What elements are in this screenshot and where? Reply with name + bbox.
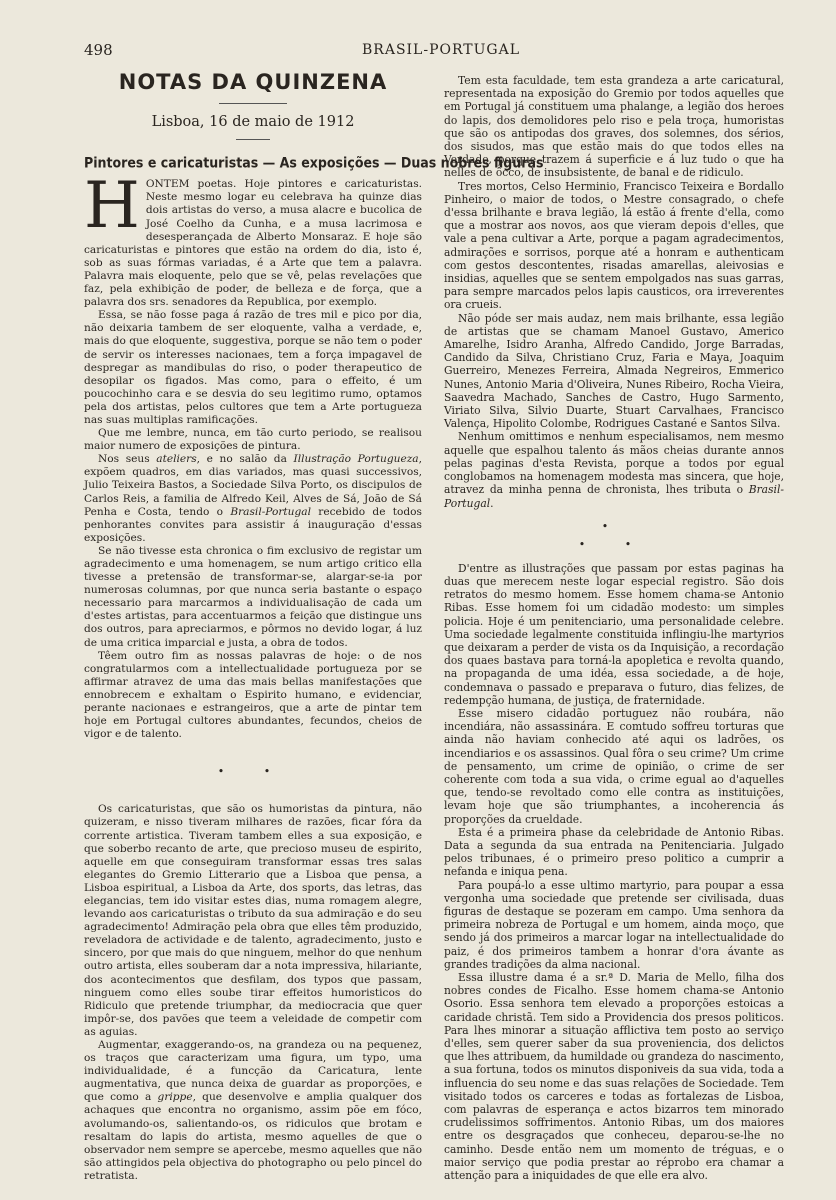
paragraph: Tres mortos, Celso Herminio, Francisco Teixeira e Bordallo Pinheiro, o maior de todos, o Mestre consagrado, o chefe d'essa brilhante e brava legião, lá estão á frente d'ella, como que a mostrar aos novos, aos que vieram depois d'elles, que vale a pena cultivar a Arte, porque a pagam agradecimentos, admirações e sorrisos, porque até a honram e authenticam com gestos descontentes, risadas amarellas, aleivosias e insidias, aquelles que se sentem empolgados nas suas garras, para sempre marcados pelos lapis causticos, ora irreverentes ora crueis. <box>444 179 784 312</box>
paragraph: Que me lembre, nunca, em tão curto periodo, se realisou maior numero de exposições de pintura. <box>84 427 422 453</box>
text-run: , expõem quadros, em dias variados, mas quasi successivos, Julio Teixeira Bastos, a Sociedade Silva Porto, os discipulos de Carlos Reis, a familia de Alfredo Keil, Alves de Sá, João de Sá Penha e Costa, tendo o <box>84 453 422 518</box>
paragraph <box>84 1039 422 1183</box>
paragraph: Esse misero cidadão portuguez não roubára, não incendiára, não assassinára. E comtudo soffreu torturas que ainda não haviam conhecido até aqui os ladrões, os incendiarios e os assassinos. Qual fôra o seu crime? Um crime de pensamento, um crime de opinião, o crime de ser coherente com toda a sua vida, o crime egual ao d'aquelles que, tendo-se revoltado como elle contra as instituições, levam hoje que são triumphantes, a incoherencia ás proporções da crueldade. <box>444 706 784 826</box>
paragraph <box>84 169 422 309</box>
italic-grippe: grippe <box>157 1091 193 1104</box>
opening-word: ONTEM <box>145 178 190 191</box>
paragraph <box>444 430 784 509</box>
paragraph: Não póde ser mais audaz, nem mais brilhante, essa legião de artistas que se chamam Manoel Gustavo, Americo Amarelhe, Isidro Aranha, Alfredo Candido, Jorge Barradas, Candido da Silva, Christiano Cruz, Faria e Maya, Joaquim Guerreiro, Menezes Ferreira, Almada Negreiros, Emmerico Nunes, Antonio Maria d'Oliveira, Nunes Ribeiro, Rocha Vieira, Saavedra Machado, Sanches de Castro, Hugo Sarmento, Viriato Silva, Silvio Duarte, Stuart Carvalhaes, Francisco Valença, Hipolito Colombe, Rodrigues Castané e Santos Silva. <box>444 311 784 431</box>
paragraph: Para poupá-lo a esse ultimo martyrio, para poupar a essa vergonha uma sociedade que pretende ser civilisada, duas figuras de destaque se pozeram em campo. Uma senhora da primeira nobreza de Portugal e um homem, ainda moço, que sendo já dos primeiros a marcar logar na intellectualidade do paiz, é dos primeiros tambem a honrar d'ora ávante as grandes tradições da alma nacional. <box>444 878 784 971</box>
text-run: , que desenvolve e amplia qualquer dos achaques que encontra no organismo, assim põe em fóco, avolumando-os, salientando-os, os ridiculos que brotam e resaltam do lapis do artista, mesmo aquelles de que o observador nem sempre se apercebe, mesmo aquelles que não são attingidos pela objectiva do photographo ou pelo pincel do retratista. <box>84 1091 422 1182</box>
paragraph-text: poetas. Hoje pintores e caricaturistas. Neste mesmo logar eu celebrava ha quinze dias dois artistas do verso, a musa alacre e bucolica de José Coelho da Cunha, e a musa lacrimosa e desesperançada de Alberto Monsaraz. E hoje são caricaturistas e pintores que estão na ordem do dia, isto é, sob as suas fórmas variadas, é a Arte que tem a palavra. Palavra mais eloquente, pelo que se vê, pelas revelações que faz, pela exhibição de poder, de belleza e de força, que a palavra dos srs. senadores da Republica, por exemplo. <box>84 178 422 309</box>
text-run: , e no salão da <box>196 453 294 466</box>
paragraph: Se não tivesse esta chronica o fim exclusivo de registar um agradecimento e uma homenagem, se num artigo critico ella tivesse a pretensão de transformar-se, alargar-se-ia por numerosas columnas, por que nunca seria bastante o espaço necessario para marcarmos a individualisação de cada um d'estes artistas, para accentuarmos a feição que distingue uns dos outros, para apreciarmos, e pôrmos no devido logar, á luz de uma critica imparcial e justa, a obra de todos. <box>84 544 422 649</box>
text-run: recebido de todos penhorantes convites para assistir á inauguração d'essas exposições. <box>84 505 422 544</box>
left-column <box>84 70 544 1183</box>
text-run: . <box>490 496 494 510</box>
paragraph <box>84 453 422 545</box>
italic-ateliers: ateliers <box>156 453 197 466</box>
italic-brasil-portugal: Brasil-Portugal <box>444 483 784 510</box>
paragraph: Tem esta faculdade, tem esta grandeza a arte caricatural, representada na exposição do Gremio por todos aquelles que em Portugal já constituem uma phalange, a legião dos heroes do lapis, dos demolidores pelo riso e pela troça, humoristas que são os antipodas dos graves, dos solemnes, dos sérios, dos sisudos, mas que estão mais do que todos elles na Verdade, porque trazem á superficie e á luz tudo o que ha nelles de ôcco, de insubsistente, de banal e de ridiculo. <box>444 74 784 180</box>
section-separator: • • <box>217 765 289 779</box>
paragraph: Essa illustre dama é a sr.ª D. Maria de Mello, filha dos nobres condes de Ficalho. Esse homem chama-se Antonio Osorio. Essa senhora tem elevado a proporções estoicas a caridade christã. Tem sido a Providencia dos presos politicos. Para lhes minorar a situação afflictiva tem posto ao serviço d'elles, sem querer saber da sua proveniencia, dos delictos que lhes attribuem, da humildade ou grandeza do nascimento, a sua fortuna, todos os minutos disponiveis da sua vida, toda a influencia do seu nome e das suas relações de Sociedade. Tem visitado todos os carceres e todas as fortalezas de Lisboa, com palavras de esperança e actos bizarros tem minorado crudelissimos soffrimentos. Antonio Ribas, um dos maiores entre os desgraçados que conheceu, deparou-se-lhe no caminho. Desde então nem um momento de tréguas, e o maior serviço que podia prestar ao réprobo era chamar a attenção para a iniquidades de que elle era alvo. <box>444 971 784 1183</box>
paragraph: Têem outro fim as nossas palavras de hoje: o de nos congratularmos com a intellectualidade portugueza por se affirmar atravez de uma das mais bellas manifestações que ennobrecem e exhaltam o Espirito humano, e evidenciar, perante nacionaes e estrangeiros, que a arte de pintar tem hoje em Portugal cultores abundantes, fecundos, cheios de vigor e de talento. <box>84 649 422 741</box>
page-number: 498 <box>84 41 113 59</box>
right-column <box>444 74 784 1182</box>
paragraph: Essa, se não fosse paga á razão de tres mil e pico por dia, não deixaria tambem de ser eloquente, valha a verdade, e, mais do que eloquente, suggestiva, porque se não tem o poder de servir os interesses nacionaes, tem a força impagavel de despregar as mandibulas do riso, o poder therapeutico de desopilar os figados. Mas como, para o effeito, é um poucochinho cara e se desvia do seu legitimo rumo, optamos pela dos artistas, pelos cultores que tem a Arte portugueza nas suas multiplas ramificações. <box>84 309 422 426</box>
title-rule <box>219 103 287 104</box>
italic-illustracao: Illustração Portugueza <box>293 453 419 466</box>
dateline-rule <box>236 139 270 140</box>
text-run: Nenhum omittimos e nenhum especialisamos, nem mesmo aquelle que espalhou talento ás mãos cheias durante annos pelas paginas d'esta Revista, porque a todos por egual conglobamos na homenagem modesta mas sincera, que hoje, atravez da minha penna de chronista, lhes tributa o <box>444 430 784 497</box>
text-run: Augmentar, exaggerando-os, na grandeza ou na pequenez, os traços que caracterizam uma figura, um typo, uma individualidade, é a funcção da Caricatura, lente augmentativa, que nunca deixa de guardar as proporções, e que como a <box>84 1039 422 1104</box>
running-title: BRASIL-PORTUGAL <box>362 42 521 58</box>
italic-brasil-portugal: Brasil-Portugal <box>230 505 311 518</box>
paragraph: Esta é a primeira phase da celebridade de Antonio Ribas. Data a segunda da sua entrada na Penitenciaria. Julgado pelos tribunaes, é o primeiro preso politico a cumprir a nefanda e iniqua pena. <box>444 825 784 879</box>
section-title: NOTAS DA QUINZENA <box>118 70 388 94</box>
section-separator: • • • <box>578 519 650 551</box>
article-subtitle: Pintores e caricaturistas — As exposições — Duas nobres figuras <box>84 154 544 172</box>
paragraph: D'entre as illustrações que passam por estas paginas ha duas que merecem neste logar especial registro. São dois retratos do mesmo homem. Esse homem chama-se Antonio Ribas. Esse homem foi um cidadão modesto: um simples policia. Hoje é um penitenciario, uma personalidade celebre. Uma sociedade legalmente constituida inflingiu-lhe martyrios que deixaram a perder de vista os da Inquisição, a recordação dos quaes bastava para torná-la apopletica e revolta quando, na propaganda de uma idéa, essa sociedade, a de hoje, condemnava o passado e preparava o futuro, dias felizes, de redempção humana, de justiça, de fraternidade. <box>444 561 784 707</box>
text-run: Nos seus <box>98 453 157 466</box>
dateline: Lisboa, 16 de maio de 1912 <box>151 114 355 131</box>
drop-cap: H <box>84 169 140 244</box>
paragraph: Os caricaturistas, que são os humoristas da pintura, não quizeram, e nisso tiveram milhares de razões, ficar fóra da corrente artistica. Tiveram tambem elles a sua exposição, e que soberbo recanto de arte, que precioso museu de espirito, aquelle em que conseguiram transformar essas tres salas elegantes do Gremio Litterario que a Lisboa que pensa, a Lisboa espiritual, a Lisboa da Arte, dos sports, das letras, das elegancias, tem ido visitar estes dias, numa romagem alegre, levando aos caricaturistas o tributo da sua admiração e do seu agradecimento! Admiração pela obra que elles têm produzido, reveladora de actividade e de talento, agradecimento, justo e sincero, por que mais do que ninguem, melhor do que nenhum outro artista, elles souberam dar a nota impressiva, hilariante, dos acontecimentos que desfilam, dos typos que passam, ninguem como elles soube tirar effeitos humoristicos do Ridiculo que pretende triumphar, da mediocracia que quer impôr-se, dos pavões que teem a veleidade de competir com as aguias. <box>84 803 422 1038</box>
